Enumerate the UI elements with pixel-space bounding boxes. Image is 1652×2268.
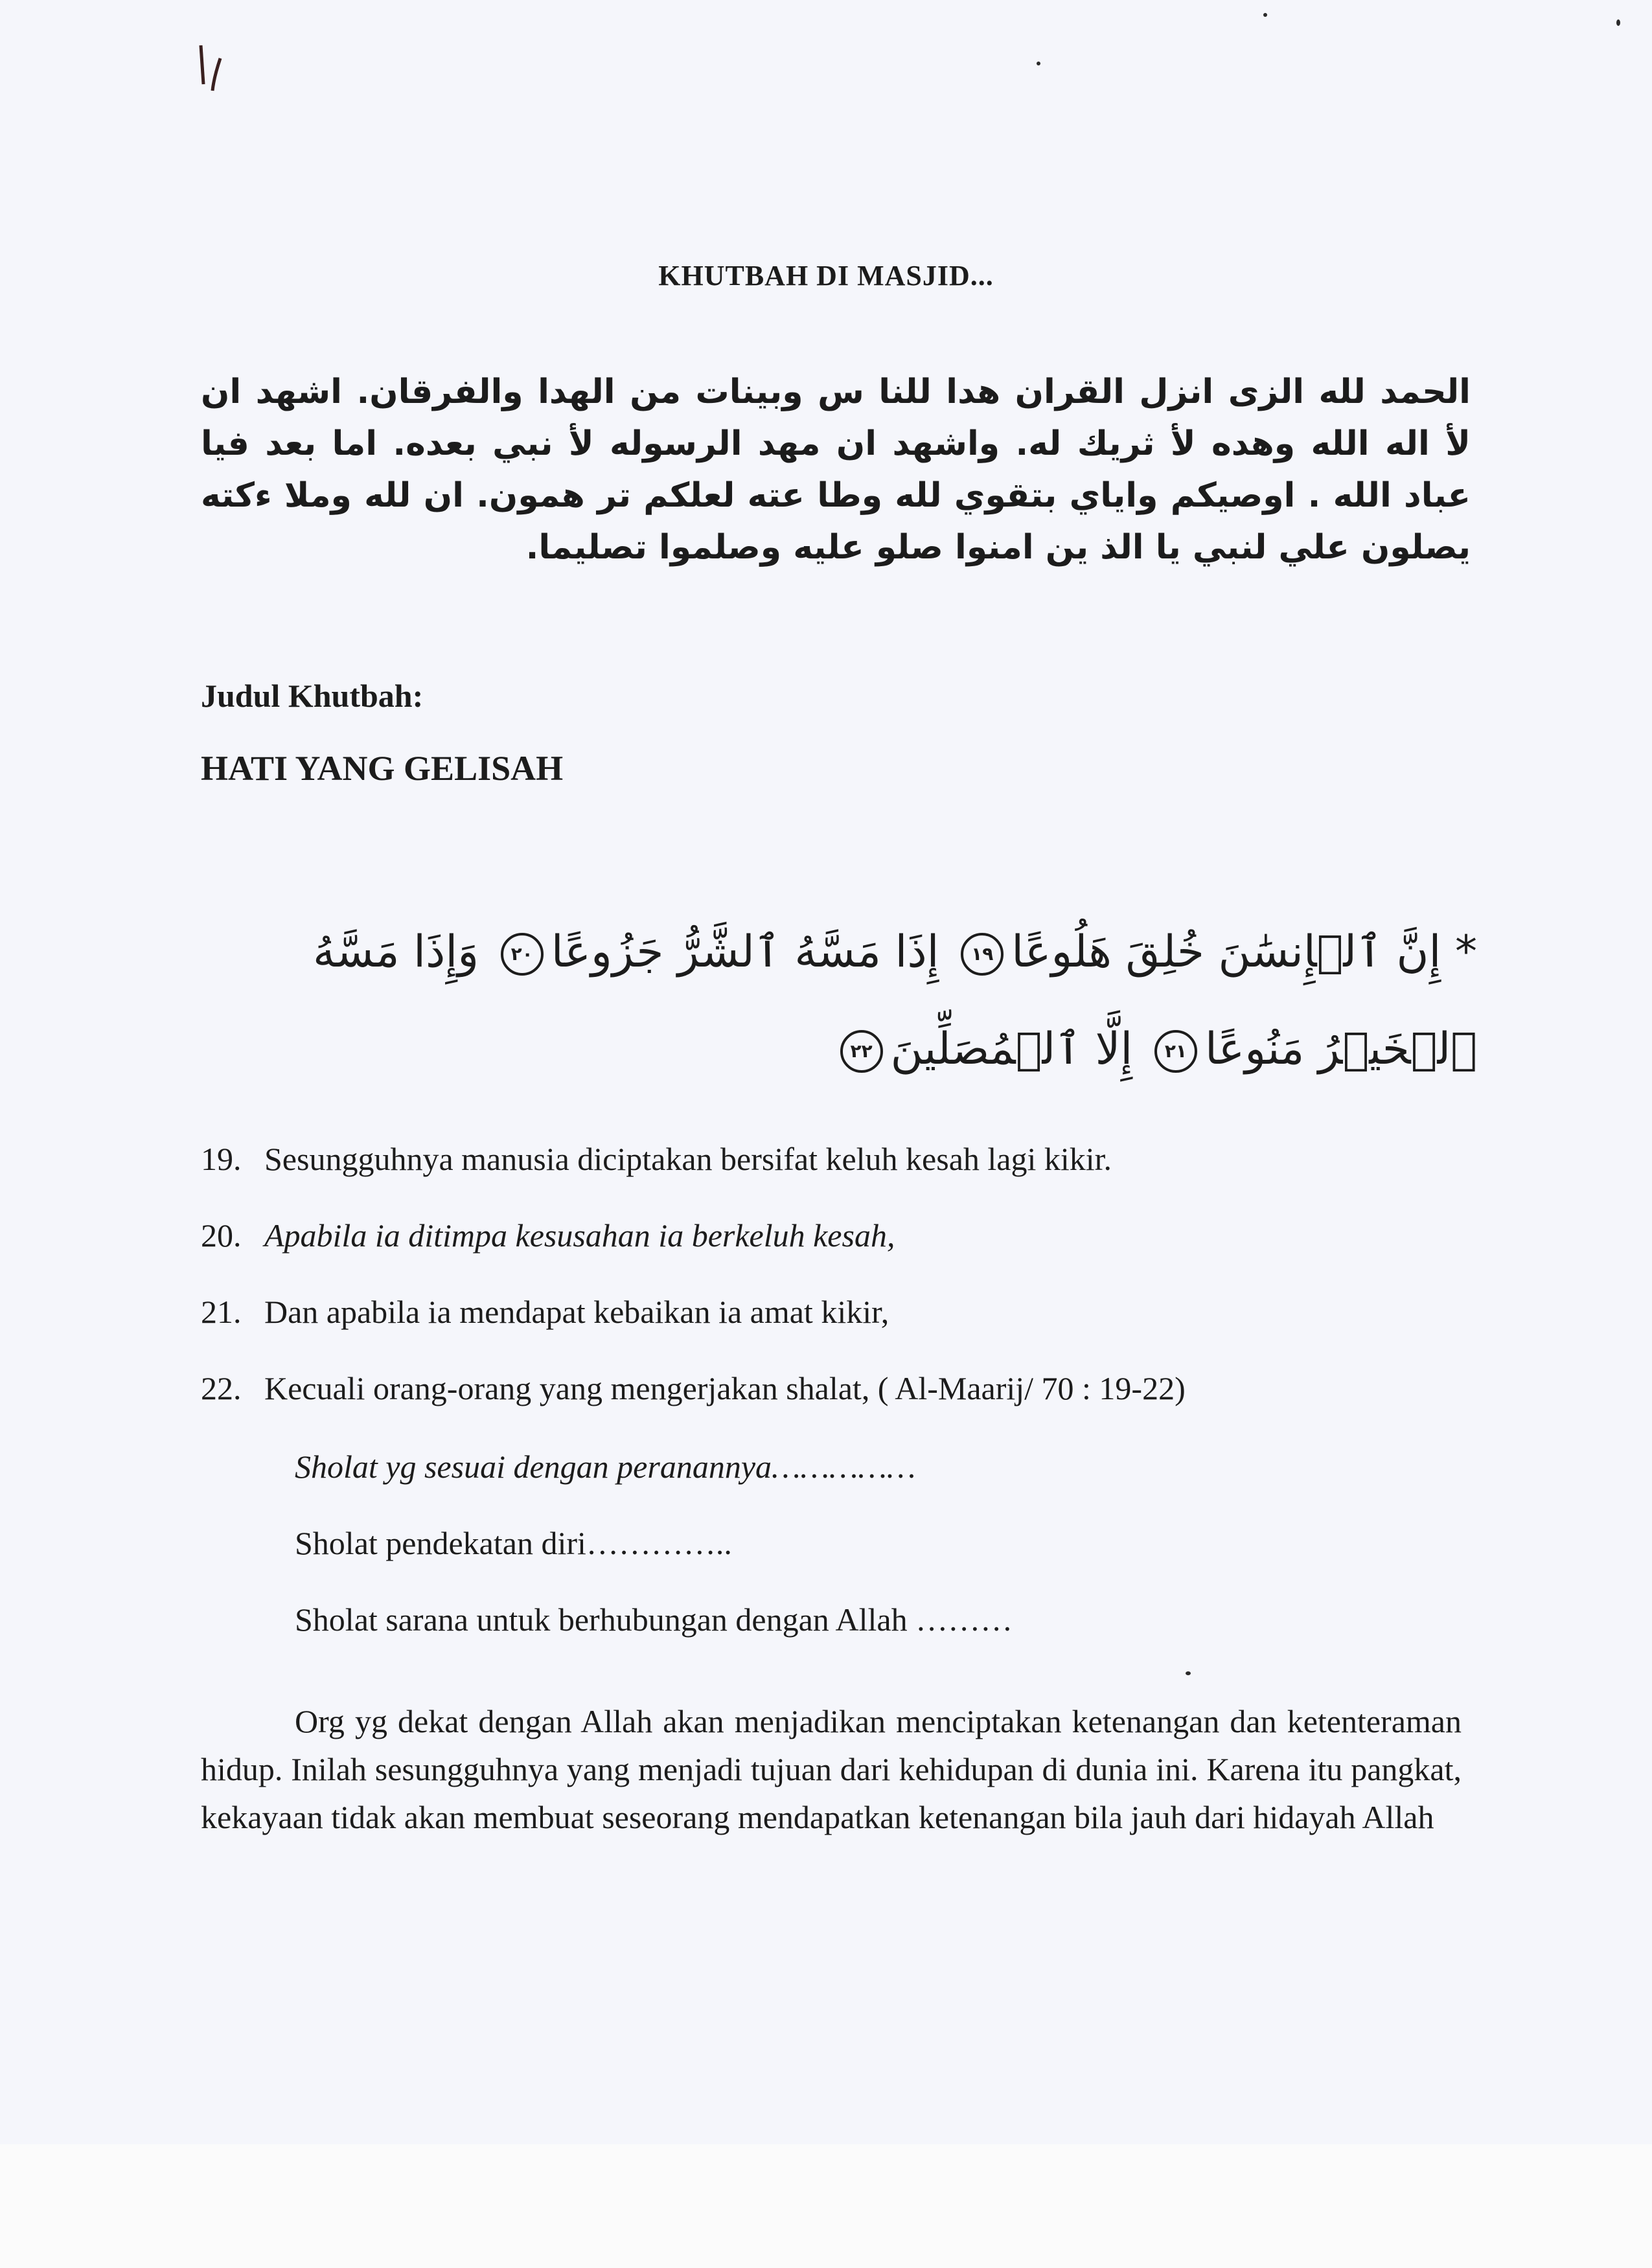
quran-verses (207, 904, 1477, 1098)
sholat-point: Sholat yg sesuai dengan peranannya…………… (295, 1449, 916, 1485)
scan-speck (1616, 19, 1620, 26)
verse-number: 20. (201, 1217, 242, 1254)
page-title: KHUTBAH DI MASJID... (658, 260, 994, 292)
sholat-point: Sholat sarana untuk berhubungan dengan Allah ……… (295, 1601, 1013, 1638)
quran-segment: إِلَّا ٱلۡمُصَلِّينَ (890, 1024, 1133, 1075)
scan-speck (1037, 62, 1040, 65)
verse-item (201, 1140, 1497, 1217)
sholat-points (295, 1448, 1013, 1677)
ayah-marker: ٢١ (1154, 1030, 1197, 1073)
verse-text: Apabila ia ditimpa kesusahan ia berkeluh kesah, (264, 1217, 895, 1254)
handwritten-mark (194, 39, 233, 97)
quran-segment: إِذَا مَسَّهُ ٱلشَّرُّ جَزُوعًا (551, 926, 939, 978)
sermon-title: HATI YANG GELISAH (201, 749, 564, 788)
verse-text: Dan apabila ia mendapat kebaikan ia amat kikir, (264, 1294, 889, 1330)
scan-speck (1263, 13, 1267, 17)
verse-text: Kecuali orang-orang yang mengerjakan shalat, ( Al-Maarij/ 70 : 19-22) (264, 1370, 1186, 1406)
ayah-marker: ٢٢ (840, 1030, 883, 1073)
scan-bottom-strip (0, 2144, 1652, 2268)
body-paragraph: Org yg dekat dengan Allah akan menjadikan menciptakan ketenangan dan ketenteraman hidup. Inilah sesungguhnya yang menjadi tujuan dari kehidupan di dunia ini. Karena itu pangkat, kekayaan tidak akan membuat seseorang mendapatkan ketenangan bila jauh dari hidayah Allah (201, 1703, 1462, 1835)
judul-label: Judul Khutbah: (201, 678, 424, 714)
verse-text: Sesungguhnya manusia diciptakan bersifat keluh kesah lagi kikir. (264, 1141, 1112, 1177)
star-icon: * (1455, 926, 1477, 978)
verse-number: 19. (201, 1141, 242, 1177)
verse-number: 21. (201, 1294, 242, 1330)
sholat-point: Sholat pendekatan diri………….. (295, 1525, 732, 1561)
scan-speck (1186, 1671, 1191, 1675)
verse-item (201, 1369, 1497, 1446)
quran-segment: وَإِذَا مَسَّهُ ٱلۡخَيۡرُ مَنُوعًا (313, 926, 1477, 1075)
quran-segment: إِنَّ ٱلۡإِنسَٰنَ خُلِقَ هَلُوعًا (1011, 926, 1441, 978)
verse-item (201, 1217, 1497, 1293)
arabic-opening-text: الحمد لله الزى انزل القران هدا للنا س وبينات من الهدا والفرقان. اشهد ان لأ اله الله وهده لأ ثريك له. واشهد ان مهد الرسوله لأ نبي بعده. اما بعد فيا عباد الله . اوصيكم واياي بتقوي لله وطا عته لعلكم تر همون. ان لله وملا ءكته يصلون علي لنبي يا الذ ين امنوا صلو عليه وصلموا تصليما. (201, 372, 1471, 567)
ayah-marker: ٢٠ (501, 933, 544, 976)
verse-number: 22. (201, 1370, 242, 1406)
verse-item (201, 1293, 1497, 1369)
verse-translation-list (201, 1140, 1497, 1446)
ayah-marker: ١٩ (961, 933, 1004, 976)
